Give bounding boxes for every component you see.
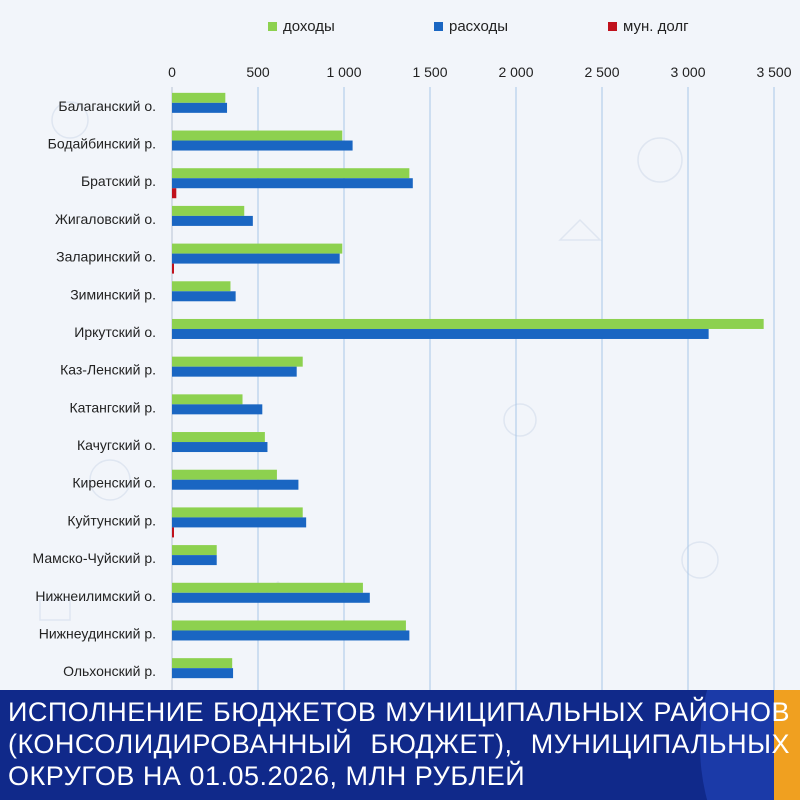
expense-bar: [172, 442, 267, 452]
expense-bar: [172, 329, 709, 339]
expense-bar: [172, 480, 298, 490]
income-bar: [172, 93, 225, 103]
income-bar: [172, 545, 217, 555]
x-tick-label: 0: [168, 64, 176, 80]
income-bar: [172, 620, 406, 630]
category-label: Заларинский о.: [56, 248, 156, 265]
expense-bar: [172, 517, 306, 527]
x-tick-label: 3 500: [756, 64, 792, 80]
category-label: Ольхонский р.: [63, 663, 156, 680]
expense-bar: [172, 254, 340, 264]
expense-bar: [172, 103, 227, 113]
category-label: Братский р.: [80, 173, 156, 190]
income-bar: [172, 168, 409, 178]
category-label: Мамско-Чуйский р.: [32, 550, 156, 567]
income-bar: [172, 583, 363, 593]
income-bar: [172, 658, 232, 668]
x-tick-label: 1 000: [326, 64, 362, 80]
category-label: Киренский о.: [72, 474, 156, 491]
income-bar: [172, 319, 764, 329]
expense-bar: [172, 668, 233, 678]
expense-bar: [172, 178, 413, 188]
income-bar: [172, 131, 342, 141]
category-label: Бодайбинский р.: [47, 135, 156, 152]
expense-bar: [172, 404, 262, 414]
expense-bar: [172, 141, 353, 151]
x-tick-label: 1 500: [412, 64, 448, 80]
x-tick-label: 2 000: [498, 64, 534, 80]
expense-bar: [172, 216, 253, 226]
expense-bar: [172, 555, 217, 565]
income-bar: [172, 507, 303, 517]
income-bar: [172, 206, 244, 216]
category-label: Жигаловский о.: [54, 210, 156, 227]
income-bar: [172, 281, 230, 291]
legend-label-income: доходы: [283, 18, 335, 35]
x-tick-label: 500: [246, 64, 270, 80]
category-label: Качугский о.: [76, 437, 156, 454]
chart-title: ИСПОЛНЕНИЕ БЮДЖЕТОВ МУНИЦИПАЛЬНЫХ РАЙОНОВ (КОНСОЛИДИРОВАННЫЙ БЮДЖЕТ), МУНИЦИПАЛЬНЫХ ОКРУГОВ НА 01.05.2026, МЛН РУБЛЕЙ: [8, 697, 790, 791]
income-bar: [172, 244, 342, 254]
expense-bar: [172, 291, 236, 301]
category-label: Иркутский о.: [74, 323, 156, 340]
debt-bar: [172, 188, 176, 198]
x-tick-label: 2 500: [584, 64, 620, 80]
income-bar: [172, 432, 265, 442]
category-label: Катангский р.: [69, 399, 156, 416]
title-banner: [0, 690, 800, 800]
income-bar: [172, 357, 303, 367]
debt-bar: [172, 527, 174, 537]
category-label: Каз-Ленский р.: [60, 361, 156, 378]
expense-bar: [172, 630, 409, 640]
expense-bar: [172, 367, 297, 377]
income-bar: [172, 470, 277, 480]
category-label: Нижнеудинский р.: [38, 625, 156, 642]
legend-label-debt: мун. долг: [623, 18, 689, 35]
category-label: Зиминский р.: [70, 286, 156, 303]
category-label: Нижнеилимский о.: [35, 587, 156, 604]
expense-bar: [172, 593, 370, 603]
category-label: Балаганский о.: [58, 97, 156, 114]
debt-bar: [172, 264, 174, 274]
legend-label-expenses: расходы: [449, 18, 509, 35]
x-tick-label: 3 000: [670, 64, 706, 80]
income-bar: [172, 394, 243, 404]
category-label: Куйтунский р.: [67, 512, 156, 529]
